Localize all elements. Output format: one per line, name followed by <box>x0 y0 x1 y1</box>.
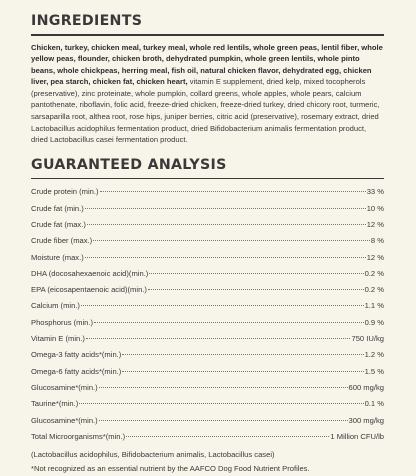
analysis-row <box>31 383 384 399</box>
leader-dots <box>149 273 363 274</box>
analysis-row <box>31 220 384 236</box>
analysis-label: Omega-3 fatty acids*(min.) <box>31 350 122 360</box>
analysis-row <box>31 253 384 269</box>
analysis-value: 1 Million CFU/lb <box>330 431 384 441</box>
ingredients-primary-text: Chicken, turkey, chicken meal, turkey meal, whole red lentils, whole green peas, lentil fiber, whole yellow peas, flounder, chicken broth, dehydrated pumpkin, whole green lentils, whole pinto beans, whole chickpeas, herring meal, fish oil, natural chicken flavor, dehydrated egg, chicken liver, pea starch, chicken fat, chicken heart, <box>31 42 383 87</box>
ingredients-secondary-text: vitamin E supplement, dried kelp, mixed tocopherols (preservative), zinc proteinate, whole pumpkin, collard greens, whole apples, whole pears, calcium pantothenate, riboflavin, folic acid, freeze-dried chicken, freeze-dried turkey, dried chicory root, turmeric, sarsaparilla root, althea root, rose hips, juniper berries, citric acid (preservative), rosemary extract, dried Lactobacillus acidophilus fermentation product, dried Bifidobacterium animalis fermentation product, dried Lactobacillus casei fermentation product. <box>31 77 380 145</box>
analysis-value: 300 mg/kg <box>348 415 384 425</box>
leader-dots <box>122 354 363 355</box>
analysis-value: 1.1 % <box>364 301 384 311</box>
analysis-label: Moisture (max.) <box>31 252 84 262</box>
leader-dots <box>86 338 351 339</box>
leader-dots <box>93 240 370 241</box>
aafco-footnote: *Not recognized as an essential nutrient by the AAFCO Dog Food Nutrient Profiles. <box>31 464 310 474</box>
leader-dots <box>126 436 329 437</box>
analysis-value: 750 IU/kg <box>351 334 384 344</box>
analysis-value: 12 % <box>366 252 384 262</box>
ingredients-list <box>31 42 384 146</box>
analysis-value: 12 % <box>366 219 384 229</box>
leader-dots <box>148 289 364 290</box>
analysis-title: GUARANTEED ANALYSIS <box>31 156 227 173</box>
analysis-row <box>31 367 384 383</box>
analysis-value: 600 mg/kg <box>348 382 384 392</box>
leader-dots <box>85 257 366 258</box>
analysis-label: Crude fat (min.) <box>31 203 84 213</box>
analysis-row <box>31 301 384 317</box>
analysis-value: 0.1 % <box>364 399 384 409</box>
analysis-label: Glucosamine*(min.) <box>31 415 98 425</box>
leader-dots <box>100 191 366 192</box>
analysis-value: 0.2 % <box>364 285 384 295</box>
analysis-row <box>31 236 384 252</box>
analysis-row <box>31 318 384 334</box>
analysis-row <box>31 432 384 448</box>
leader-dots <box>87 224 366 225</box>
analysis-label: Crude fiber (max.) <box>31 236 93 246</box>
leader-dots <box>81 305 364 306</box>
analysis-value: 0.9 % <box>364 317 384 327</box>
analysis-row <box>31 399 384 415</box>
leader-dots <box>99 387 348 388</box>
analysis-value: 1.2 % <box>364 350 384 360</box>
leader-dots <box>122 371 363 372</box>
analysis-value: 33 % <box>366 187 384 197</box>
analysis-label: Crude fat (max.) <box>31 219 86 229</box>
leader-dots <box>79 403 363 404</box>
analysis-label: Glucosamine*(min.) <box>31 382 98 392</box>
analysis-label: Total Microorganisms*(min.) <box>31 431 126 441</box>
analysis-label: EPA (eicosapentaenoic acid)(min.) <box>31 285 147 295</box>
leader-dots <box>85 208 366 209</box>
analysis-row <box>31 204 384 220</box>
analysis-label: Omega-6 fatty acids*(min.) <box>31 366 122 376</box>
analysis-label: Taurine*(min.) <box>31 399 79 409</box>
analysis-divider <box>31 178 384 180</box>
analysis-value: 10 % <box>366 203 384 213</box>
analysis-row <box>31 269 384 285</box>
analysis-label: Phosphorus (min.) <box>31 317 94 327</box>
analysis-table <box>31 187 384 476</box>
leader-dots <box>94 322 364 323</box>
analysis-row <box>31 187 384 203</box>
analysis-row <box>31 416 384 432</box>
analysis-row <box>31 334 384 350</box>
ingredients-title: INGREDIENTS <box>31 13 143 29</box>
analysis-row <box>31 285 384 301</box>
leader-dots <box>99 420 348 421</box>
ingredients-divider <box>31 34 384 36</box>
microorganisms-note: (Lactobacillus acidophilus, Bifidobacterium animalis, Lactobacillus casei) <box>31 450 275 460</box>
analysis-label: Crude protein (min.) <box>31 187 99 197</box>
analysis-label: DHA (docosahexaenoic acid)(min.) <box>31 268 149 278</box>
analysis-value: 1.5 % <box>364 366 384 376</box>
analysis-value: 8 % <box>370 236 384 246</box>
analysis-label: Vitamin E (min.) <box>31 334 85 344</box>
analysis-label: Calcium (min.) <box>31 301 80 311</box>
analysis-row <box>31 350 384 366</box>
analysis-value: 0.2 % <box>364 268 384 278</box>
